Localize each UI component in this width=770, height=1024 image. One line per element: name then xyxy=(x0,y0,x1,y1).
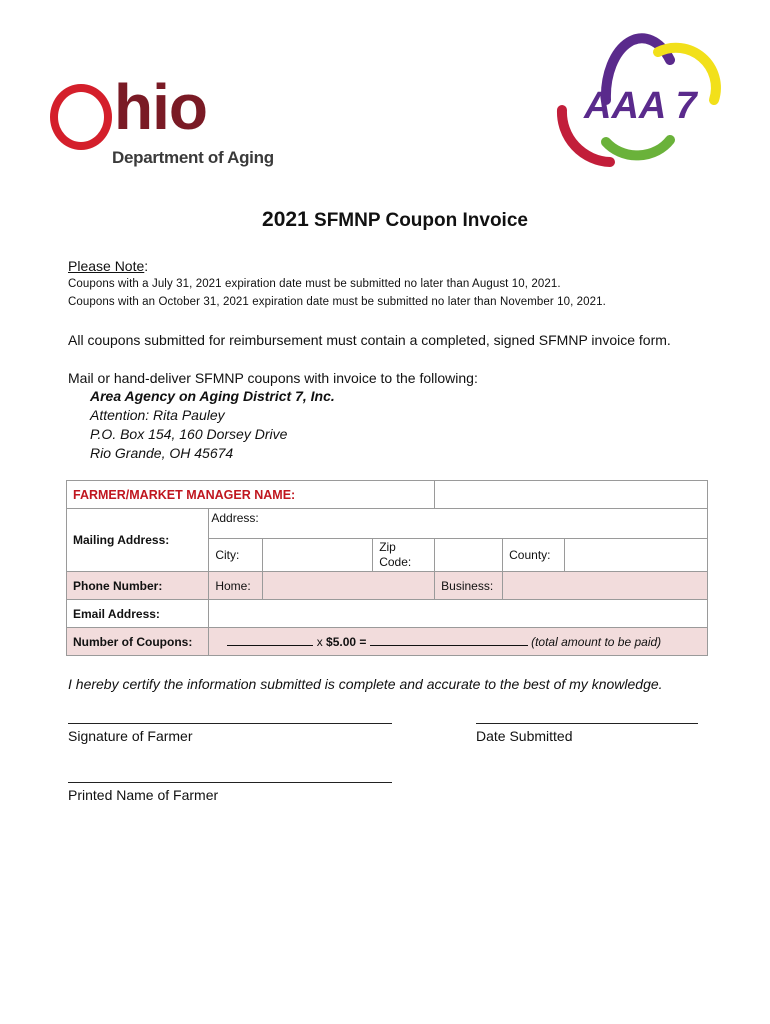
coupons-calculation xyxy=(209,628,708,656)
signature-line[interactable] xyxy=(68,723,392,724)
aaa7-logo-text: AAA 7 xyxy=(584,85,697,127)
mail-agency: Area Agency on Aging District 7, Inc. xyxy=(90,388,335,404)
farmer-name-field[interactable] xyxy=(435,481,708,509)
printed-name-line[interactable] xyxy=(68,782,392,783)
note-line-2: Coupons with an October 31, 2021 expiration date must be submitted no later than November 10, 2021. xyxy=(68,296,606,308)
phone-label: Phone Number: xyxy=(67,572,209,600)
business-phone-field[interactable] xyxy=(503,572,708,600)
mailing-address-label: Mailing Address: xyxy=(67,509,209,572)
mail-street: P.O. Box 154, 160 Dorsey Drive xyxy=(90,426,288,442)
farmer-name-row xyxy=(67,481,708,509)
coupon-total-field[interactable] xyxy=(370,634,528,646)
mail-instruction: Mail or hand-deliver SFMNP coupons with invoice to the following: xyxy=(68,370,478,386)
address-field[interactable] xyxy=(209,509,708,539)
address-row xyxy=(67,509,708,539)
zip-field[interactable] xyxy=(435,539,503,572)
printed-name-label: Printed Name of Farmer xyxy=(68,787,219,803)
coupons-row xyxy=(67,628,708,656)
city-field[interactable] xyxy=(263,539,373,572)
note-heading: Please Note: xyxy=(68,258,149,274)
page-title xyxy=(0,208,770,232)
email-row xyxy=(67,600,708,628)
coupons-label: Number of Coupons: xyxy=(67,628,209,656)
ohio-department-text: Department of Aging xyxy=(112,148,274,167)
email-field[interactable] xyxy=(209,600,708,628)
date-line[interactable] xyxy=(476,723,698,724)
county-field[interactable] xyxy=(565,539,708,572)
ohio-o-circle xyxy=(50,84,112,150)
invoice-form-table xyxy=(66,480,708,656)
note-line-1: Coupons with a July 31, 2021 expiration date must be submitted no later than August 10, 2021. xyxy=(68,278,561,290)
aaa7-logo xyxy=(548,30,728,180)
email-label: Email Address: xyxy=(67,600,209,628)
ohio-word-text: hio xyxy=(114,71,207,143)
business-label: Business: xyxy=(435,572,503,600)
title-year: 2021 xyxy=(262,208,309,231)
ohio-department-of-aging-logo xyxy=(48,71,288,175)
address-label: Address: xyxy=(211,511,259,525)
zip-label: Zip Code: xyxy=(373,539,435,572)
signature-label: Signature of Farmer xyxy=(68,728,193,744)
home-label: Home: xyxy=(209,572,263,600)
phone-row xyxy=(67,572,708,600)
coupon-multiplier: x xyxy=(316,635,323,649)
date-label: Date Submitted xyxy=(476,728,573,744)
city-label: City: xyxy=(209,539,263,572)
aaa7-logo-graphic xyxy=(548,30,728,180)
county-label: County: xyxy=(503,539,565,572)
coupon-price: $5.00 = xyxy=(326,635,367,649)
home-phone-field[interactable] xyxy=(263,572,435,600)
title-text: SFMNP Coupon Invoice xyxy=(314,210,528,231)
requirement-text: All coupons submitted for reimbursement must contain a completed, signed SFMNP invoice form. xyxy=(68,332,671,348)
coupon-count-field[interactable] xyxy=(227,634,313,646)
certification-statement: I hereby certify the information submitted is complete and accurate to the best of my knowledge. xyxy=(68,676,663,692)
farmer-name-label: FARMER/MARKET MANAGER NAME: xyxy=(67,481,435,509)
note-label: Please Note xyxy=(68,258,145,274)
mail-attention: Attention: Rita Pauley xyxy=(90,407,225,423)
mail-city: Rio Grande, OH 45674 xyxy=(90,445,234,461)
coupon-total-note: (total amount to be paid) xyxy=(531,635,662,649)
